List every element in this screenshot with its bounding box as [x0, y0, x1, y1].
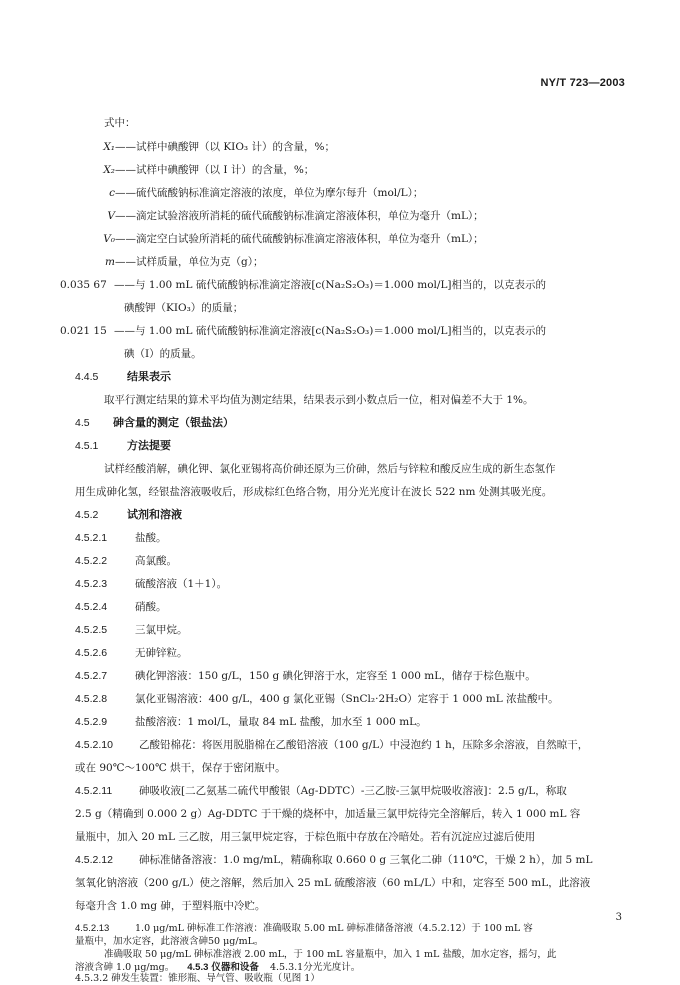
reagent-item: 4.5.2.10 乙酸铅棉花：将医用脱脂棉在乙酸铅溶液（100 g/L）中浸泡约 1 h，压除多余溶液，自然晾干，: [75, 739, 589, 751]
reagent-item: 4.5.2.13 1.0 μg/mL 砷标准工作溶液：准确吸取 5.00 mL 砷标准储备溶液（4.5.2.12）于 100 mL 容: [75, 923, 533, 934]
standard-number: NY/T 723—2003: [540, 77, 625, 89]
reagent-text-cont: 或在 90℃～100℃ 烘干，保存于密闭瓶中。: [75, 762, 286, 774]
paragraph-cont: 用生成砷化氢，经银盐溶液吸收后，形成棕红色络合物，用分光光度计在波长 522 nm 处测其吸光度。: [75, 486, 553, 498]
paragraph-cont: 溶液含砷 1.0 μg/mg。 4.5.3 仪器和设备 4.5.3.1分光光度计。: [75, 962, 361, 973]
definition-text: ——硫代硫酸钠标准滴定溶液的浓度，单位为摩尔每升（mol/L）；: [115, 187, 424, 199]
constant-definition: [60, 279, 546, 292]
section-heading: [75, 509, 182, 522]
reagent-item: 4.5.2.5 三氯甲烷。: [75, 624, 188, 636]
reagent-item: 4.5.2.9 盐酸溶液：1 mol/L，量取 84 mL 盐酸，加水至 1 000 mL。: [75, 716, 427, 728]
definition-item: [55, 141, 335, 154]
definition-symbol: X₂: [103, 164, 115, 176]
paragraph: 准确吸取 50 μg/mL 砷标准溶液 2.00 mL，于 100 mL 容量瓶中，加入 1 mL 盐酸，加水定容，摇匀，此: [104, 949, 557, 960]
section-number: 4.5.3: [187, 962, 209, 973]
reagent-item: 4.5.2.12 砷标准储备溶液：1.0 mg/mL，精确称取 0.660 0 g 三氧化二砷（110℃，干燥 2 h），加 5 mL: [75, 854, 593, 866]
definition-symbol: c: [109, 187, 115, 199]
section-number: 4.4.5: [75, 371, 99, 383]
constant-text-cont: 碘酸钾（KIO₃）的质量；: [124, 302, 244, 314]
definition-symbol: V: [107, 210, 115, 222]
reagent-item: 4.5.2.2 高氯酸。: [75, 555, 177, 567]
reagent-text-cont: 量瓶中，加入 20 mL 三乙胺，用三氯甲烷定容，于棕色瓶中存放在冷暗处。若有沉淀应过滤后使用: [75, 831, 536, 843]
section-title: 方法提要: [127, 440, 171, 452]
reagent-item: 4.5.2.4 硝酸。: [75, 601, 167, 613]
reagent-item: 4.5.2.7 碘化钾溶液：150 g/L，150 g 碘化钾溶于水，定容至 1 000 mL，储存于棕色瓶中。: [75, 670, 536, 682]
definition-symbol: m: [105, 256, 115, 268]
section-title: 结果表示: [127, 371, 171, 383]
equipment-item: 4.5.3.2 砷发生装置：锥形瓶、导气管、吸收瓶（见图 1）: [75, 973, 320, 984]
definition-text: ——滴定试验溶液所消耗的硫代硫酸钠标准滴定溶液体积，单位为毫升（mL）；: [115, 210, 484, 222]
definition-item: [55, 164, 314, 177]
section-number: 4.5.2: [75, 509, 99, 521]
section-heading: [75, 417, 234, 430]
definition-intro: 式中：: [104, 117, 136, 129]
definition-text: ——试样中碘酸钾（以 I 计）的含量，%；: [115, 164, 315, 176]
section-heading: [75, 371, 171, 384]
definition-text: ——试样质量，单位为克（g）；: [115, 256, 264, 268]
definition-item: [55, 233, 484, 246]
constant-value: 0.035 67: [60, 279, 107, 291]
reagent-item: 4.5.2.8 氯化亚锡溶液：400 g/L，400 g 氯化亚锡（SnCl₂·2H₂O）定容于 1 000 mL 浓盐酸中。: [75, 693, 559, 705]
definition-item: [55, 210, 484, 223]
definition-symbol: X₁: [103, 141, 115, 153]
definition-symbol: V₀: [103, 233, 115, 245]
constant-text: ——与 1.00 mL 硫代硫酸钠标准滴定溶液[c(Na₂S₂O₃)＝1.000 mol/L]相当的，以克表示的: [114, 279, 547, 291]
reagent-item: 4.5.2.6 无砷锌粒。: [75, 647, 188, 659]
paragraph: 取平行测定结果的算术平均值为测定结果，结果表示到小数点后一位，相对偏差不大于 1%。: [104, 394, 534, 406]
constant-text-cont: 碘（I）的质量。: [124, 348, 202, 360]
section-heading: [75, 440, 171, 453]
section-title: 砷含量的测定（银盐法）: [113, 417, 234, 429]
definition-text: ——试样中碘酸钾（以 KIO₃ 计）的含量，%；: [115, 141, 335, 153]
definition-text: ——滴定空白试验所消耗的硫代硫酸钠标准滴定溶液体积，单位为毫升（mL）；: [115, 233, 484, 245]
paragraph: 试样经酸消解，碘化钾、氯化亚锡将高价砷还原为三价砷，然后与锌粒和酸反应生成的新生态氢作: [104, 463, 556, 475]
reagent-item: 4.5.2.1 盐酸。: [75, 532, 167, 544]
reagent-text-cont: 每毫升含 1.0 mg 砷，于塑料瓶中冷贮。: [75, 900, 266, 912]
constant-definition: [60, 325, 546, 338]
definition-item: [55, 256, 263, 269]
page-number: 3: [615, 912, 622, 923]
reagent-text-cont: 量瓶中，加水定容，此溶液含砷50 μg/mL。: [75, 936, 264, 947]
section-title: 试剂和溶液: [127, 509, 182, 521]
section-number: 4.5: [75, 417, 90, 429]
constant-value: 0.021 15: [60, 325, 107, 337]
constant-text: ——与 1.00 mL 硫代硫酸钠标准滴定溶液[c(Na₂S₂O₃)＝1.000 mol/L]相当的，以克表示的: [114, 325, 547, 337]
section-title: 仪器和设备: [211, 962, 259, 973]
section-number: 4.5.1: [75, 440, 99, 452]
definition-item: [55, 187, 423, 200]
reagent-item: 4.5.2.11 砷吸收液[二乙氨基二硫代甲酸银（Ag-DDTC）-三乙胺-三氯甲烷吸收溶液]：2.5 g/L，称取: [75, 785, 567, 797]
reagent-text-cont: 氢氧化钠溶液（200 g/L）使之溶解，然后加入 25 mL 硫酸溶液（60 mL/L）中和，定容至 500 mL，此溶液: [75, 877, 591, 889]
reagent-item: 4.5.2.3 硫酸溶液（1＋1）。: [75, 578, 228, 590]
reagent-text-cont: 2.5 g（精确到 0.000 2 g）Ag-DDTC 于干燥的烧杯中，加适量三氯甲烷待完全溶解后，转入 1 000 mL 容: [75, 808, 581, 820]
